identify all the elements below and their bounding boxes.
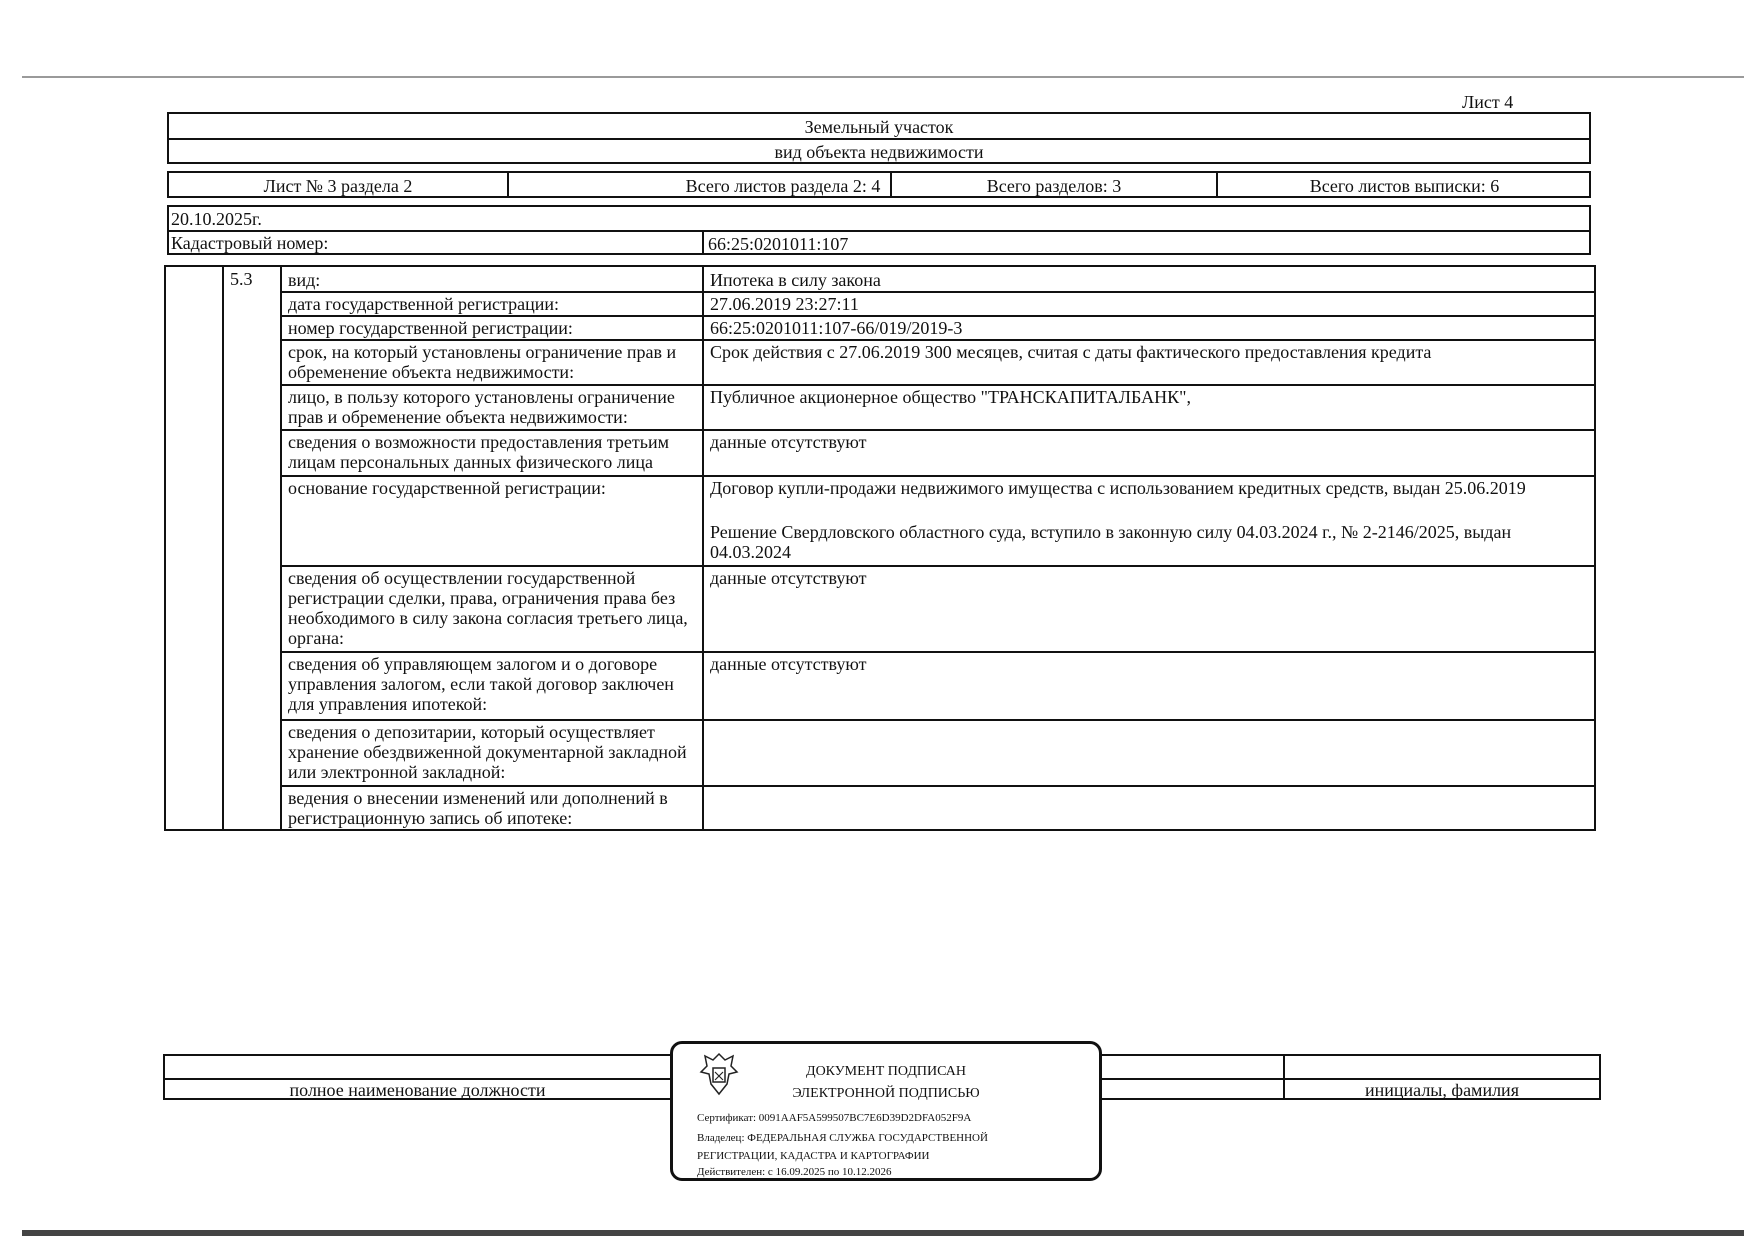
table-row [166,386,1594,428]
stamp-owner-line1: Владелец: ФЕДЕРАЛЬНАЯ СЛУЖБА ГОСУДАРСТВЕННОЙ [697,1132,988,1144]
row-label-beneficiary: лицо, в пользу которого установлены ограничение прав и обременение объекта недвижимости: [288,387,675,427]
stamp-certificate: Сертификат: 0091AAF5A599507BC7E6D39D2DFA052F9A [697,1112,972,1124]
stamp-subtitle: ЭЛЕКТРОННОЙ ПОДПИСЬЮ [792,1086,980,1101]
row-label-depositary: сведения о депозитарии, который осуществляет хранение обездвиженной документарной закладной или электронной закладной: [288,722,687,782]
e-signature-stamp [670,1041,1102,1181]
row-label-personal-data: сведения о возможности предоставления третьим лицам персональных данных физического лица [288,432,670,472]
total-sheets-section: Всего листов раздела 2: 4 [685,176,881,196]
row-label-reg-basis: основание государственной регистрации: [288,478,606,498]
row-value-pledge-manager: данные отсутствуют [710,654,867,674]
row-value-without-consent: данные отсутствуют [710,568,867,588]
table-row [166,431,1594,475]
row-label-kind: вид: [288,270,321,290]
position-caption: полное наименование должности [289,1080,546,1100]
divider [169,230,1589,232]
cadastral-label: Кадастровый номер: [171,233,329,253]
initials-caption: инициалы, фамилия [1365,1080,1519,1100]
object-type: Земельный участок [804,117,954,137]
stamp-validity: Действителен: с 16.09.2025 по 10.12.2026 [697,1166,892,1178]
table-row [166,267,1594,291]
row-value-reg-date: 27.06.2019 23:27:11 [710,294,859,314]
row-value-kind: Ипотека в силу закона [710,270,881,290]
table-row [166,341,1594,383]
scan-edge-bottom [22,1230,1744,1236]
extract-date: 20.10.2025г. [171,209,262,229]
row-label-without-consent: сведения об осуществлении государственной регистрации сделки, права, ограничения права без необходимого в силу закона согласия третьего лица, органа: [288,568,688,648]
row-value-beneficiary: Публичное акционерное общество "ТРАНСКАПИТАЛБАНК", [710,387,1191,407]
stamp-title: ДОКУМЕНТ ПОДПИСАН [806,1064,966,1079]
table-row [166,653,1594,717]
total-sections: Всего разделов: 3 [986,176,1122,196]
table-row [166,567,1594,651]
row-value-personal-data: данные отсутствуют [710,432,867,452]
row-label-changes: ведения о внесении изменений или дополнений в регистрационную запись об ипотеке: [288,788,668,828]
scan-edge-top [22,76,1744,78]
cadastral-number: 66:25:0201011:107 [708,234,849,254]
row-label-reg-number: номер государственной регистрации: [288,318,573,338]
row-value-depositary [706,721,1594,723]
object-type-block [167,112,1591,164]
sheet-label: Лист 4 [1462,92,1514,112]
date-cadastral-block [167,205,1591,255]
row-value-changes [706,787,1594,789]
table-row [166,721,1594,785]
object-type-caption: вид объекта недвижимости [774,142,984,162]
sheet-counters [167,171,1591,198]
section-number: 5.3 [230,269,253,289]
row-label-term: срок, на который установлены ограничение прав и обременение объекта недвижимости: [288,342,677,382]
table-row [166,787,1594,831]
row-label-pledge-manager: сведения об управляющем залогом и о договоре управления залогом, если такой договор заключен для управления ипотекой: [288,654,674,714]
row-value-term: Срок действия с 27.06.2019 300 месяцев, считая с даты фактического предоставления кредита [710,342,1432,362]
total-sheets-extract: Всего листов выписки: 6 [1309,176,1500,196]
table-row [166,477,1594,565]
row-value-reg-basis-2: Решение Свердловского областного суда, вступило в законную силу 04.03.2024 г., № 2-2146/2025, выдан 04.03.2024 [710,522,1512,562]
divider [702,230,704,255]
row-label-reg-date: дата государственной регистрации: [288,294,560,314]
encumbrance-table [164,265,1596,831]
divider [169,138,1589,140]
table-row [166,293,1594,315]
sheet-of-section: Лист № 3 раздела 2 [263,176,413,196]
stamp-owner-line2: РЕГИСТРАЦИИ, КАДАСТРА И КАРТОГРАФИИ [697,1150,930,1162]
row-value-reg-number: 66:25:0201011:107-66/019/2019-3 [710,318,963,338]
row-value-reg-basis: Договор купли-продажи недвижимого имущества с использованием кредитных средств, выдан 25.06.2019 [710,478,1526,498]
table-row [166,317,1594,339]
